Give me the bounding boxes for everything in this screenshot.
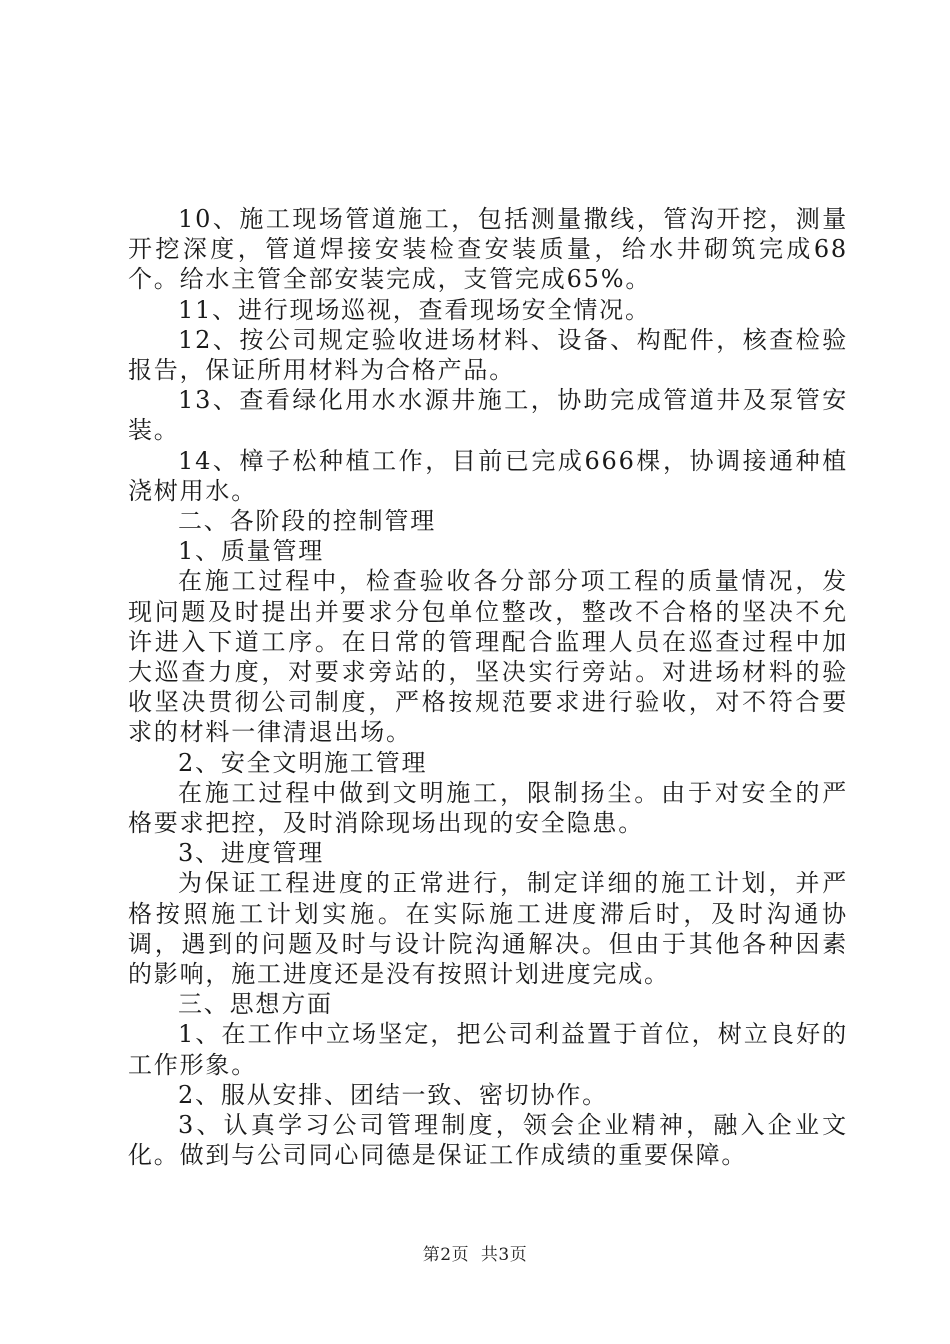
paragraph-quality-management: 在施工过程中，检查验收各分部分项工程的质量情况，发现问题及时提出并要求分包单位整改，整改不合格的坚决不允许进入下道工序。在日常的管理配合监理人员在巡查过程中加大巡查力度，对要求旁站的，坚决实行旁站。对进场材料的验收坚决贯彻公司制度，严格按规范要求进行验收，对不符合要求的材料一律清退出场。	[128, 567, 848, 747]
page-number-label: 第2页 共3页	[422, 1245, 528, 1265]
subheading-safety-management: 2、安全文明施工管理	[178, 748, 428, 777]
paragraph-ideology-1: 1、在工作中立场坚定，把公司利益置于首位，树立良好的工作形象。	[128, 1020, 848, 1079]
section-heading-ideology: 三、思想方面	[178, 990, 333, 1019]
paragraph-item-13: 13、查看绿化用水水源井施工，协助完成管道井及泵管安装。	[128, 386, 848, 445]
paragraph-item-10: 10、施工现场管道施工，包括测量撒线，管沟开挖，测量开挖深度，管道焊接安装检查安装质量，给水井砌筑完成68个。给水主管全部安装完成，支管完成65%。	[128, 205, 848, 294]
paragraph-item-11: 11、进行现场巡视，查看现场安全情况。	[178, 295, 651, 324]
paragraph-safety-management: 在施工过程中做到文明施工，限制扬尘。由于对安全的严格要求把控，及时消除现场出现的安全隐患。	[128, 778, 848, 838]
subheading-progress-management: 3、进度管理	[178, 839, 325, 868]
page-footer	[0, 1240, 950, 1265]
subheading-quality-management: 1、质量管理	[178, 537, 325, 566]
section-heading-control-management: 二、各阶段的控制管理	[178, 507, 436, 536]
paragraph-ideology-2: 2、服从安排、团结一致、密切协作。	[178, 1080, 608, 1109]
paragraph-progress-management: 为保证工程进度的正常进行，制定详细的施工计划，并严格按照施工计划实施。在实际施工进度滞后时，及时沟通协调，遇到的问题及时与设计院沟通解决。但由于其他各种因素的影响，施工进度还是没有按照计划进度完成。	[128, 869, 848, 989]
paragraph-item-12: 12、按公司规定验收进场材料、设备、构配件，核查检验报告，保证所用材料为合格产品。	[128, 325, 848, 385]
document-body	[128, 204, 848, 1171]
paragraph-ideology-3: 3、认真学习公司管理制度，领会企业精神，融入企业文化。做到与公司同心同德是保证工作成绩的重要保障。	[128, 1111, 848, 1170]
paragraph-item-14: 14、樟子松种植工作，目前已完成666棵，协调接通种植浇树用水。	[128, 446, 848, 505]
